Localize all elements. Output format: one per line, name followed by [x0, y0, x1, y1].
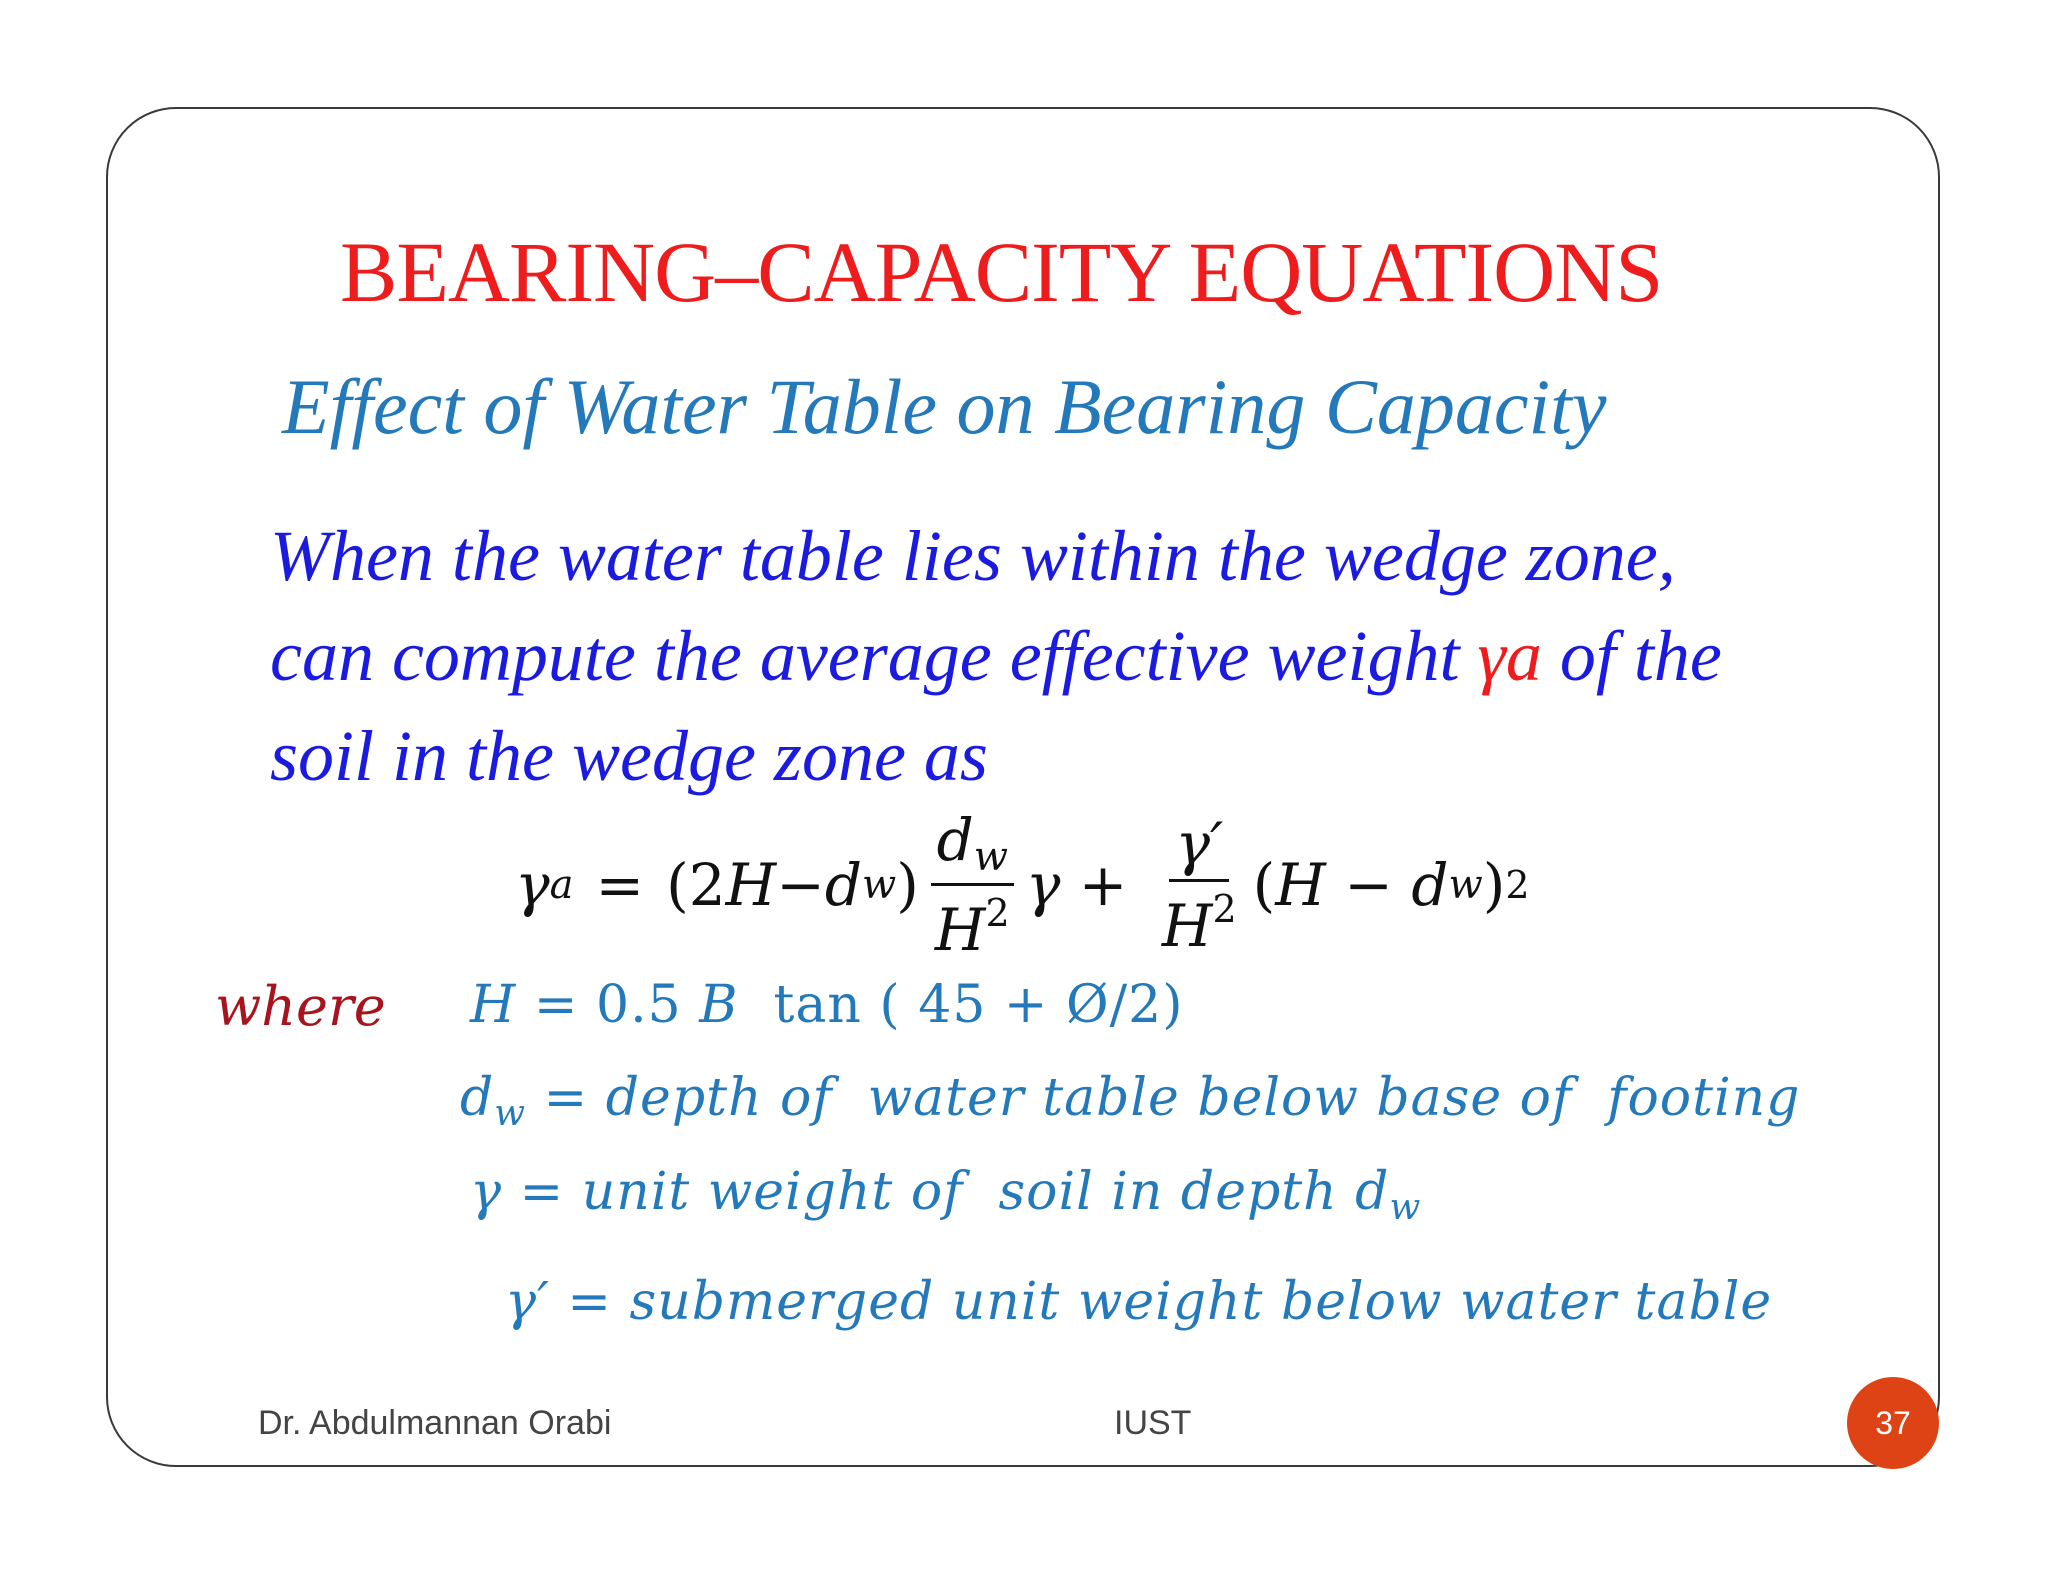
def-dw-sub: w	[494, 1093, 527, 1134]
gamma-a-equation	[515, 806, 1530, 964]
definition-H	[470, 975, 1184, 1035]
eq-frac1-num-d: d	[936, 806, 974, 874]
def-H-B: B	[699, 975, 739, 1035]
eq-term1-d-sub: w	[862, 862, 897, 908]
paragraph-line-2-post: of the	[1541, 616, 1722, 696]
eq-term2-H: H	[1275, 851, 1326, 919]
eq-frac2-denominator	[1156, 882, 1243, 960]
def-gamma-var: γ	[470, 1162, 503, 1222]
eq-fraction-2	[1156, 810, 1243, 960]
paragraph-line-1: When the water table lies within the wedge zone,	[270, 516, 1676, 596]
def-gamma-text: = unit weight of soil in depth d	[502, 1162, 1390, 1222]
eq-gamma: γ	[1025, 851, 1061, 919]
eq-frac1-num-sub: w	[973, 834, 1008, 880]
def-dw-text: = depth of water table below base of footing	[526, 1068, 1801, 1128]
eq-term2-sup: 2	[1505, 863, 1530, 907]
paragraph-line-3: soil in the wedge zone as	[270, 716, 988, 796]
paragraph-line-2-pre: can compute the average effective weight	[270, 616, 1478, 696]
definition-gamma-prime	[505, 1272, 1772, 1332]
footer-organization: IUST	[1114, 1404, 1192, 1442]
eq-term1-minus: −	[776, 851, 825, 919]
eq-term2-d-sub: w	[1448, 862, 1483, 908]
eq-frac2-den-sup: 2	[1212, 887, 1237, 931]
eq-fraction-1	[929, 806, 1016, 964]
def-gamma-prime-var: γ′	[505, 1272, 550, 1332]
eq-frac1-den-H: H	[934, 896, 986, 964]
eq-term1-close: )	[896, 851, 919, 919]
slide-title: BEARING–CAPACITY EQUATIONS	[340, 224, 1663, 320]
eq-frac1-numerator	[931, 806, 1014, 886]
paragraph-line-2	[270, 615, 1722, 698]
def-H-var: H	[470, 975, 517, 1035]
def-gamma-sub: w	[1389, 1187, 1422, 1228]
def-H-rest: tan ( 45 + Ø/2)	[738, 975, 1184, 1035]
where-label: where	[215, 975, 386, 1038]
def-gamma-prime-text: = submerged unit weight below water table	[549, 1272, 1773, 1332]
eq-term1-open: (2	[666, 851, 726, 919]
gamma-a-symbol: γa	[1477, 616, 1542, 696]
definition-dw	[460, 1068, 1800, 1134]
eq-frac2-numerator: γ′	[1169, 815, 1229, 882]
eq-plus: +	[1060, 851, 1146, 919]
eq-frac1-den-sup: 2	[985, 891, 1010, 935]
eq-frac2-den-H: H	[1161, 892, 1213, 960]
eq-lhs: γ	[515, 851, 550, 919]
eq-term2-minus: −	[1325, 851, 1412, 919]
def-H-eq: = 0.5	[516, 975, 700, 1035]
definition-gamma	[470, 1162, 1421, 1228]
slide-subtitle: Effect of Water Table on Bearing Capacity	[282, 363, 1607, 450]
eq-term2-close: )	[1482, 851, 1506, 919]
eq-term1-H: H	[725, 851, 777, 919]
eq-term2-open: (	[1252, 851, 1276, 919]
page-number-badge: 37	[1847, 1377, 1939, 1469]
def-dw-var: d	[460, 1068, 495, 1128]
eq-term2-d: d	[1411, 851, 1449, 919]
eq-term1-d: d	[824, 851, 863, 919]
eq-frac1-denominator	[929, 886, 1016, 964]
footer-author: Dr. Abdulmannan Orabi	[258, 1404, 612, 1442]
eq-lhs-sub: a	[549, 862, 574, 908]
eq-equals: =	[595, 851, 645, 919]
